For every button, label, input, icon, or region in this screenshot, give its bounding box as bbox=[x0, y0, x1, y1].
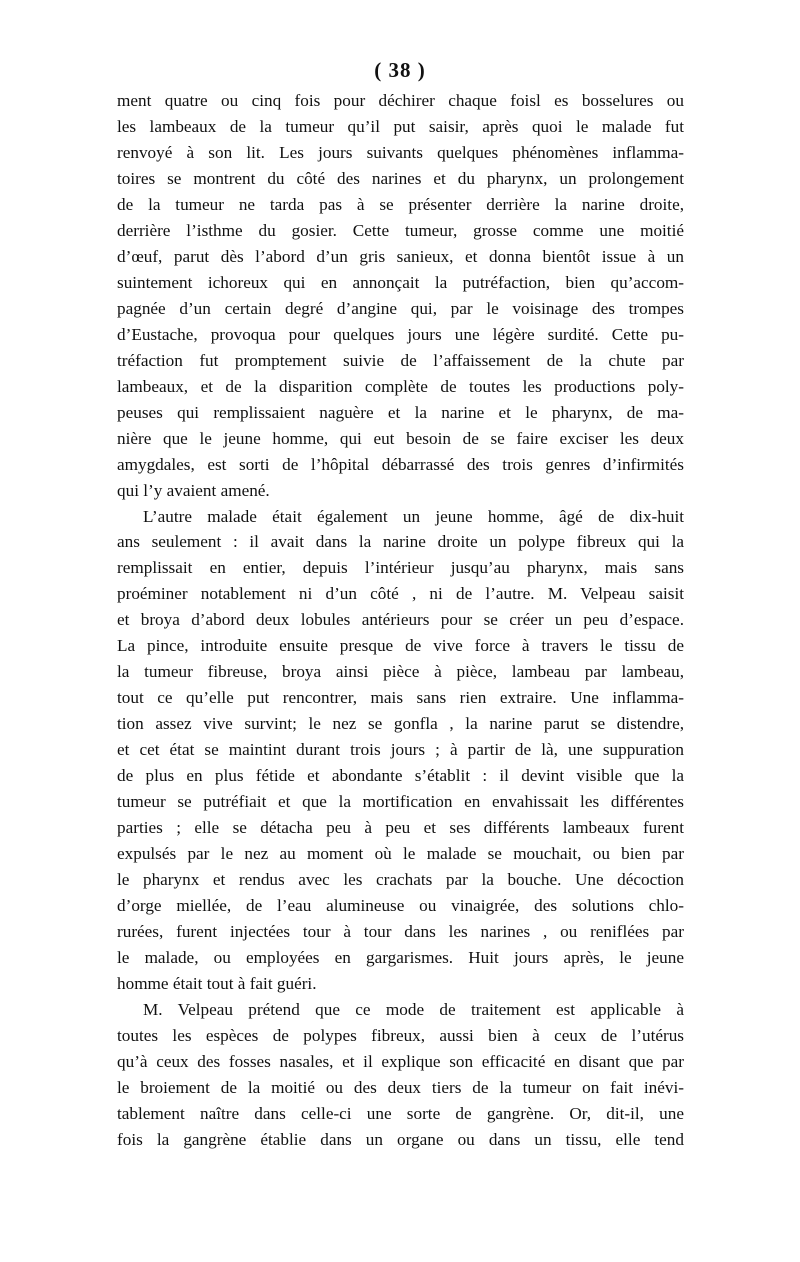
text-line: ans seulement : il avait dans la narine droite un polype fibreux qui la bbox=[117, 532, 684, 552]
text-line: remplissait en entier, depuis l’intérieur jusqu’au pharynx, mais sans bbox=[117, 558, 684, 578]
text-line: lambeaux, et de la disparition complète de toutes les productions poly- bbox=[117, 376, 684, 396]
text-line: expulsés par le nez au moment où le malade se mouchait, ou bien par bbox=[117, 844, 684, 864]
text-line: nière que le jeune homme, qui eut besoin de se faire exciser les deux bbox=[117, 428, 684, 448]
body-text bbox=[117, 88, 684, 1153]
page-number: ( 38 ) bbox=[374, 58, 426, 82]
text-line: toutes les espèces de polypes fibreux, aussi bien à ceux de l’utérus bbox=[117, 1025, 684, 1045]
text-line: et cet état se maintint durant trois jours ; à partir de là, une suppuration bbox=[117, 740, 684, 760]
text-line: rurées, furent injectées tour à tour dans les narines , ou reniflées par bbox=[117, 922, 684, 941]
text-line: tout ce qu’elle put rencontrer, mais sans rien extraire. Une inflamma- bbox=[117, 688, 684, 708]
text-line: le malade, ou employées en gargarismes. Huit jours après, le jeune bbox=[117, 947, 684, 967]
text-line: toires se montrent du côté des narines et du pharynx, un prolongement bbox=[117, 168, 684, 188]
text-line: tréfaction fut promptement suivie de l’affaissement de la chute par bbox=[117, 350, 684, 370]
text-line: tumeur se putréfiait et que la mortification en envahissait les différentes bbox=[117, 792, 684, 812]
text-line: derrière l’isthme du gosier. Cette tumeur, grosse comme une moitié bbox=[117, 220, 684, 240]
text-line: les lambeaux de la tumeur qu’il put saisir, après quoi le malade fut bbox=[117, 116, 684, 136]
text-line: et broya d’abord deux lobules antérieurs pour se créer un peu d’espace. bbox=[117, 610, 684, 630]
text-line: La pince, introduite ensuite presque de vive force à travers le tissu de bbox=[117, 636, 684, 656]
text-line: d’orge miellée, de l’eau alumineuse ou vinaigrée, des solutions chlo- bbox=[117, 896, 684, 916]
text-line: la tumeur fibreuse, broya ainsi pièce à pièce, lambeau par lambeau, bbox=[117, 662, 684, 682]
text-line: renvoyé à son lit. Les jours suivants quelques phénomènes inflamma- bbox=[117, 142, 684, 162]
text-line: d’œuf, parut dès l’abord d’un gris sanieux, et donna bientôt issue à un bbox=[117, 246, 684, 266]
text-line: pagnée d’un certain degré d’angine qui, par le voisinage des trompes bbox=[117, 298, 684, 318]
text-line: M. Velpeau prétend que ce mode de traitement est applicable à bbox=[143, 999, 684, 1019]
text-line: L’autre malade était également un jeune homme, âgé de dix-huit bbox=[143, 506, 684, 526]
text-line: homme était tout à fait guéri. bbox=[117, 973, 317, 993]
text-line: suintement ichoreux qui en annonçait la putréfaction, bien qu’accom- bbox=[117, 272, 684, 292]
text-line: qu’à ceux des fosses nasales, et il explique son efficacité en disant que par bbox=[117, 1051, 684, 1071]
text-line: parties ; elle se détacha peu à peu et ses différents lambeaux furent bbox=[117, 818, 684, 838]
text-line: d’Eustache, provoqua pour quelques jours une légère surdité. Cette pu- bbox=[117, 324, 684, 344]
text-line: le broiement de la moitié ou des deux tiers de la tumeur on fait inévi- bbox=[117, 1077, 684, 1097]
text-line: ment quatre ou cinq fois pour déchirer chaque foisl es bosselures ou bbox=[117, 91, 684, 110]
text-line: qui l’y avaient amené. bbox=[117, 480, 270, 500]
text-line: de plus en plus fétide et abondante s’établit : il devint visible que la bbox=[117, 766, 684, 786]
text-line: tablement naître dans celle-ci une sorte de gangrène. Or, dit-il, une bbox=[117, 1103, 684, 1123]
text-line: le pharynx et rendus avec les crachats par la bouche. Une décoction bbox=[117, 870, 684, 890]
text-line: fois la gangrène établie dans un organe ou dans un tissu, elle tend bbox=[117, 1129, 684, 1149]
text-line: proéminer notablement ni d’un côté , ni de l’autre. M. Velpeau saisit bbox=[117, 584, 684, 604]
text-line: peuses qui remplissaient naguère et la narine et le pharynx, de ma- bbox=[117, 402, 684, 422]
text-line: amygdales, est sorti de l’hôpital débarrassé des trois genres d’infirmités bbox=[117, 454, 684, 474]
text-line: tion assez vive survint; le nez se gonfla , la narine parut se distendre, bbox=[117, 714, 684, 734]
text-line: de la tumeur ne tarda pas à se présenter derrière la narine droite, bbox=[117, 194, 684, 214]
